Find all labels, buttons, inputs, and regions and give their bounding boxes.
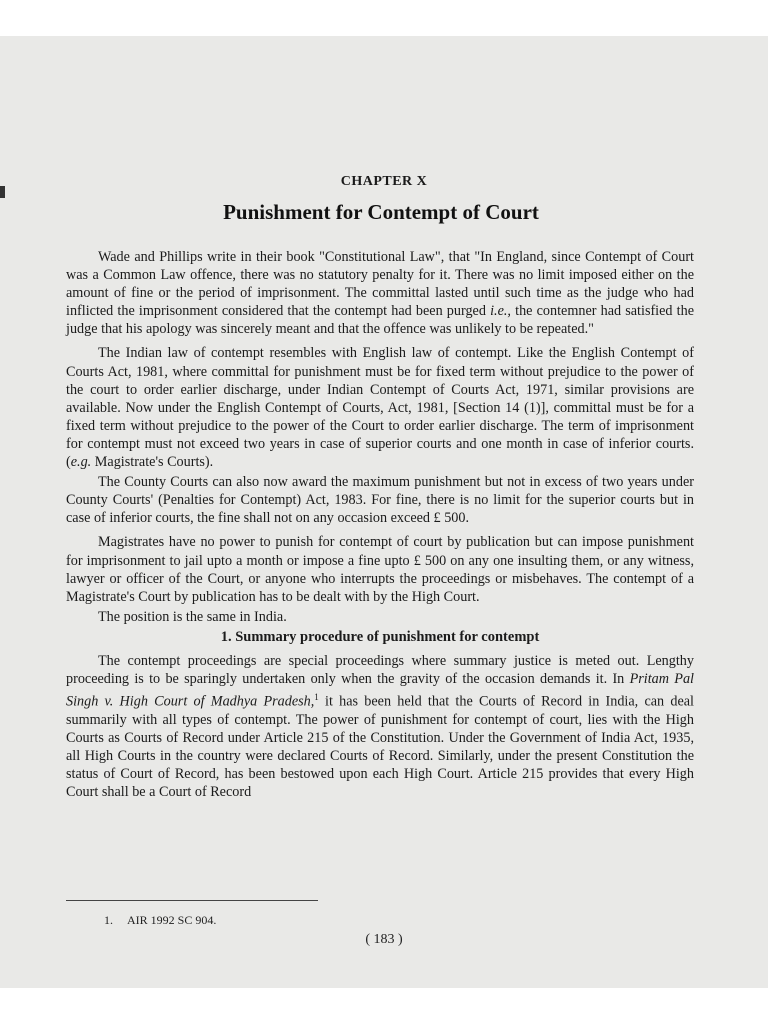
chapter-label: CHAPTER X [340,174,428,189]
paragraph-wade-phillips: Wade and Phillips write in their book "Constitutional Law", that "In England, since Contempt of Court was a Common Law offence, there was no statutory penalty for it. There was no limit imposed either on the amount of fine or the period of imprisonment. The committal lasted until such time as the judge who had inflicted the imprisonment considered that the contempt had been purged i.e., the contemner had satisfied the judge that his apology was sincerely meant and that the offence was unlikely to be repeated." [66,249,694,338]
paragraph-magistrates: Magistrates have no power to punish for contempt of court by publication but can impose punishment for imprisonment to jail upto a month or impose a fine upto £ 500 on any one insulting them, or any witness, lawyer or officer of the Court, or anyone who interrupts the proceedings or misbehaves. The contempt of a Magistrate's Court by publication has to be dealt with by the High Court. [66,534,694,605]
footnote-divider [66,900,318,901]
body-text [66,248,694,803]
chapter-title: Punishment for Contempt of Court [223,200,539,224]
paragraph-county-courts: The County Courts can also now award the maximum punishment but not in excess of two years under County Courts' (Penalties for Contempt) Act, 1983. For fine, there is no limit for the superior courts but in case of inferior courts, the fine shall not on any occasion exceed £ 500. [66,474,694,527]
footnote-number: 1. [104,913,113,927]
footnote [104,913,216,928]
book-page [0,36,768,988]
paragraph-indian-law: The Indian law of contempt resembles with English law of contempt. Like the English Contempt of Courts Act, 1981, where committal for punishment must be for fixed term without prejudice to the power of the court to order earlier discharge, under Indian Contempt of Courts Act, 1971, similar provisions are available. Now under the English Contempt of Courts, Act, 1981, [Section 14 (1)], committal must be for a fixed term without prejudice to the power of the Court to order earlier discharge. The term of imprisonment for contempt must not exceed two years in case of superior courts and one month in case of inferior courts. (e.g. Magistrate's Courts). [66,345,694,471]
paragraph-summary-procedure: The contempt proceedings are special proceedings where summary justice is meted out. Lengthy proceeding is to be sparingly undertaken only when the gravity of the occasion demands it. In Pritam Pal Singh v. High Court of Madhya Pradesh,$^1$ it has been held that the Courts of Record in India, can deal summarily with all types of contempt. The power of punishment for contempt of court, lies with the High Courts as Courts of Record under Article 215 of the Constitution. Under the Government of India Act, 1935, all High Courts in the country were declared Courts of Record. Similarly, under the present Constitution the status of Court of Record, has been bestowed upon each High Court. Article 215 provides that every High Court shall be a Court of Record [66,652,694,801]
page-number: ( 183 ) [365,932,403,947]
paragraph-position-india: The position is the same in India. [98,608,287,625]
footnote-text: AIR 1992 SC 904. [127,913,217,927]
section-heading: 1. Summary procedure of punishment for contempt [220,628,540,645]
